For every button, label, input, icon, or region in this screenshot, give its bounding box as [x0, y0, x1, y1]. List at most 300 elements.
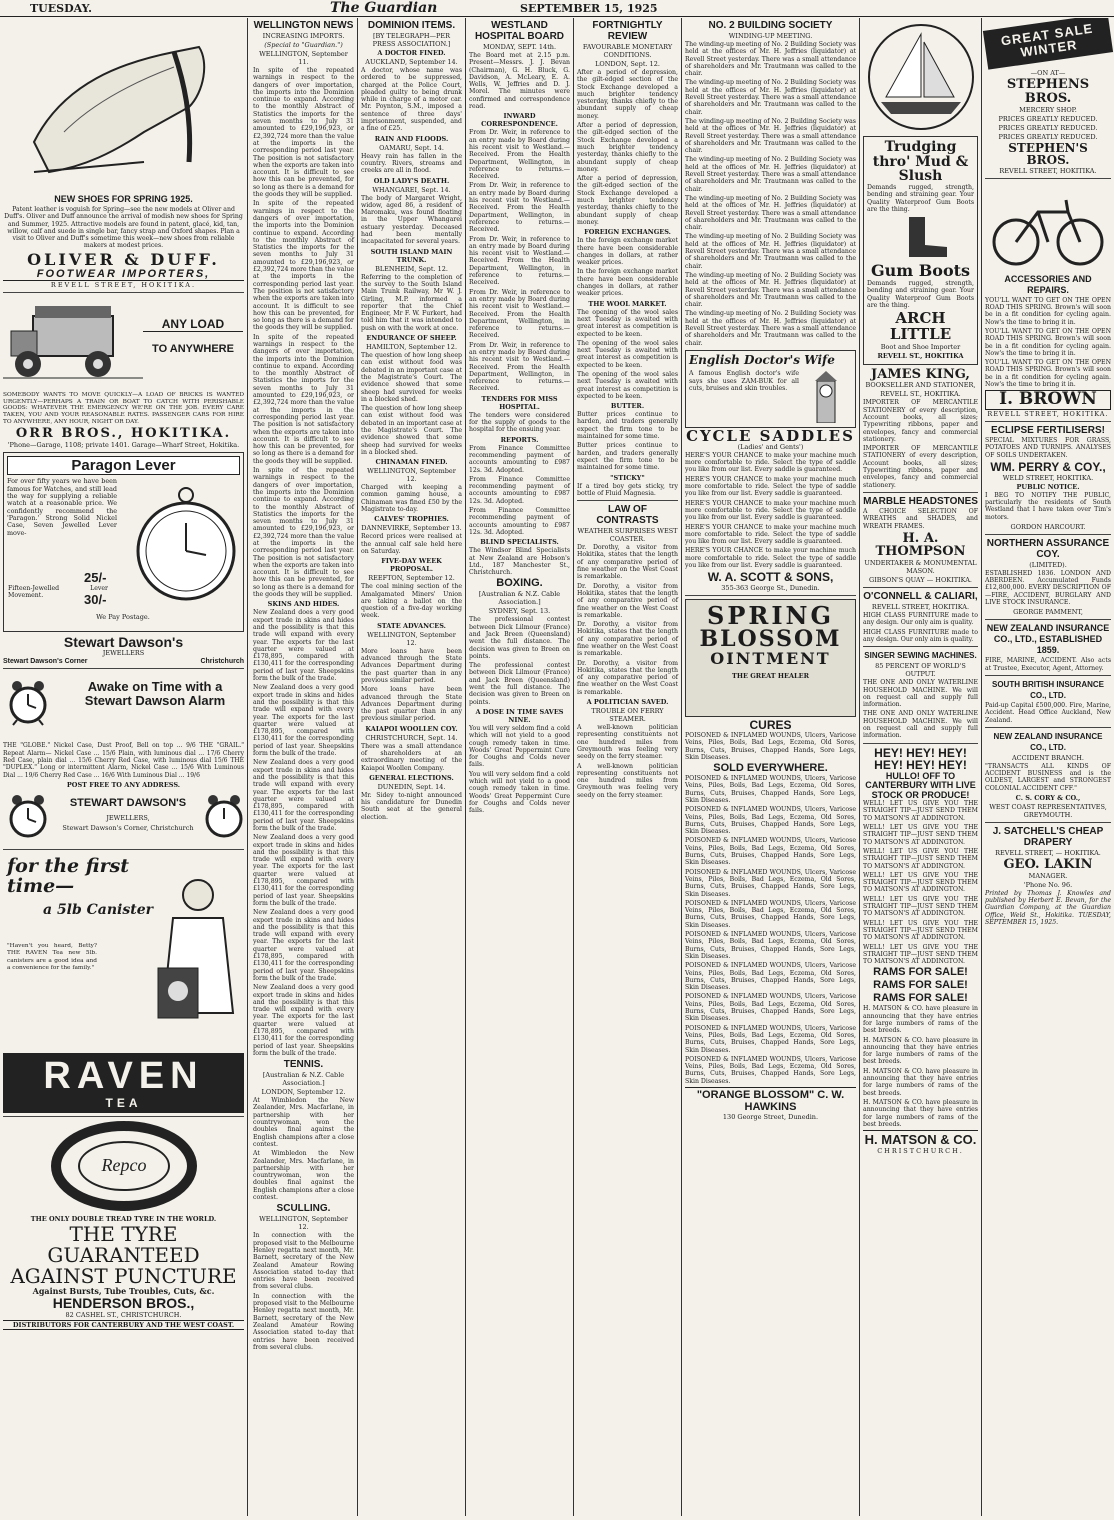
wool-body-continued-2: The opening of the wool sales next Tuesday is awaited with great interest as competition is expected to be keen. [577, 370, 678, 400]
column-8-right-ads [982, 18, 1114, 1516]
cures-body-continued-2: POISONED & INFLAMED WOUNDS, Ulcers, Varicose Veins, Piles, Boils, Bad Legs, Eczema, Old Sores, Burns, Cuts, Bruises, Chapped Hands, Sore Legs, Skin Diseases. [685, 806, 856, 836]
shoe-illustration [24, 22, 224, 192]
foreign-body: In the foreign exchange market there have been considerable changes in dollars, at rather weaker prices. [577, 237, 678, 267]
trunk-dateline: BLENHEIM, Sept. 12. [375, 264, 448, 273]
tyre-sub: Against Bursts, Tube Troubles, Cuts, &c. [32, 1286, 215, 1297]
elections-body: Mr. Sidey to-night announced his candidature for Dunedin South seat at the general election. [361, 791, 462, 821]
orr-bros-name: ORR BROS., HOKITIKA. [15, 426, 232, 442]
cures-body-continued-7: POISONED & INFLAMED WOUNDS, Ulcers, Varicose Veins, Piles, Boils, Bad Legs, Eczema, Old Sores, Burns, Cuts, Bruises, Chapped Hands, Sore Legs, Skin Diseases. [685, 962, 856, 992]
cures-body-continued-6: POISONED & INFLAMED WOUNDS, Ulcers, Varicose Veins, Piles, Boils, Bad Legs, Eczema, Old Sores, Burns, Cuts, Bruises, Chapped Hands, Sore Legs, Skin Diseases. [685, 931, 856, 960]
rams-body-continued-3: H. MATSON & CO. have pleasure in announcing that they have entries for large numbers of rams of the best breeds. [863, 1098, 978, 1128]
inward-body-continued: From Dr. Weir, in reference to an entry made by Board during his recent visit to Westland.—Received. From the Health Department, Wellington, in reference to returns.—Received. [469, 182, 570, 234]
accessories-body: YOU'LL WANT TO GET ON THE OPEN ROAD THIS SPRING. Brown's will soon be in a fit condition for cycling again. Now's the time to bring it in. [985, 296, 1111, 326]
hospital-date: MONDAY, SEPT. 14th. [482, 43, 557, 51]
inward-body: From Dr. Weir, in reference to an entry made by Board during his recent visit to Westland.—Received. From the Health Department, Wellington, in reference to returns.—Received. [469, 129, 570, 181]
to-anywhere-text: TO ANYWHERE [152, 343, 234, 356]
state-heading: STATE ADVANCES. [377, 621, 446, 630]
politician-heading: A POLITICIAN SAVED. [586, 698, 669, 707]
cycle-body-continued: HERE'S YOUR CHANCE to make your machine much more comfortable to ride. Select the type of saddle you like from our list. Every saddle is guaranteed. [685, 475, 856, 498]
perry-name: WM. PERRY & COY., [990, 460, 1106, 475]
column-5-fortnightly-review [574, 18, 682, 1516]
alarm-clock-icon [203, 794, 245, 840]
imprint-text: Printed by Thomas J. Knowles and published by Herbert E. Bevan, for the Guardian Company, at the Guardian Office, Weld St., Hokitika. TUESDAY, SEPTEMBER 15, 1925. [985, 889, 1111, 926]
matson-body-continued-6: WELL! LET US GIVE YOU THE STRAIGHT TIP—JUST SEND THEM TO MATSON'S AT ADDINGTON. [863, 943, 978, 966]
old-lady-dateline: WHANGAREI, Sept. 14. [372, 185, 451, 194]
masthead-date: SEPTEMBER 15, 1925 [520, 2, 658, 15]
tennis-body: At Wimbledon the New Zealander, Mrs. Macfarlane, in partnership with her countrywoman, won the doubles final against the English champions after a close contest. [253, 1097, 354, 1148]
building-body-continued: The winding-up meeting of No. 2 Building Society was held at the offices of Mr. H. Jeffries (liquidator) at Revell Street yesterday. There was a small attendance of shareholders and Mr. Trautmann was called to the chair. [685, 79, 856, 116]
column-2-wellington-news [250, 18, 358, 1516]
paragon-title: Paragon Lever [7, 456, 240, 476]
blossom-text: BLOSSOM [699, 626, 842, 653]
wool-body-continued: The opening of the wool sales next Tuesday is awaited with great interest as competition is expected to be keen. [577, 339, 678, 369]
tenders-heading: TENDERS FOR MISS HOSPITAL. [481, 394, 558, 411]
marble-body: A CHOICE SELECTION OF WREATHS and SHADES, and WREATH FRAMES. [863, 507, 978, 530]
masthead-day: TUESDAY. [30, 2, 92, 15]
nz-insurance-heading-2: NEW ZEALAND INSURANCE CO., LTD. [993, 731, 1103, 752]
five-day-heading: FIVE-DAY WEEK PROPOSAL. [381, 557, 442, 574]
cures-body-continued: POISONED & INFLAMED WOUNDS, Ulcers, Varicose Veins, Piles, Boils, Bad Legs, Eczema, Old Sores, Burns, Cuts, Bruises, Chapped Hands, Sore Legs, Skin Diseases. [685, 775, 856, 804]
kaiapoi-body: There was a small attendance of shareholders at an extraordinary meeting of the Kaiapoi Woollen Company. [361, 742, 462, 772]
tyre-illustration [49, 1121, 199, 1211]
rams-heading-1: RAMS FOR SALE! [873, 966, 968, 979]
shoes-text: Patent leather is voguish for Spring—see the new models at Oliver and Duff's. Oliver and Duff announce the arrival of modish new shoes for Spring and Summer, 1925. Attractive models are found in patent, glacé, kid, tan, willow, calf and suede in single bar, fancy strap and Oxford shapes. Plan a visit to Oliver and Duff's sometime this week—new shoes from reliable makers at modest prices. [4, 206, 243, 250]
english-doctor-title: English Doctor's Wife [689, 352, 835, 367]
boxing-dateline: SYDNEY, Sept. 13. [488, 607, 551, 616]
cures-body-continued-5: POISONED & INFLAMED WOUNDS, Ulcers, Varicose Veins, Piles, Boils, Bad Legs, Eczema, Old Sores, Burns, Cuts, Bruises, Chapped Hands, Sore Legs, Skin Diseases. [685, 899, 856, 929]
blind-heading: BLIND SPECIALISTS. [480, 538, 559, 547]
awake-heading: Awake on Time with a Stewart Dawson Alarm [84, 679, 226, 709]
hospital-body: The Board met at 2.15 p.m. Present—Messrs. J. J. Bevan (Chairman), G. H. Bluck, G. Davidson, A. McLeary, E. A. Wells, W. Jeffries and D. J. Morel. The minutes were confirmed and correspondence read. [469, 52, 570, 111]
spring-blossom-ad [685, 599, 856, 717]
alarm-post-free: POST FREE TO ANY ADDRESS. [66, 780, 181, 789]
hullo-text: HULLO! OFF TO CANTERBURY WITH LIVE STOCK OR PRODUCE! [865, 770, 976, 800]
thompson-name: H. A. THOMPSON [875, 530, 966, 560]
sculling-body: In connection with the proposed visit to the Melbourne Henley regatta next month, Mr. Barnett, secretary of the New Zealand Amateur Rowing Association stated to-day that entries have been received from several clubs. [253, 1232, 354, 1291]
sticky-body: If a tired boy gets sticky, try bottle of Fluid Magnesia. [577, 482, 678, 497]
singer-heading: SINGER SEWING MACHINES. [864, 651, 977, 661]
state-body-continued: More loans have been advanced through the State Advances Department during the past quarter than in any previous similar period. [361, 686, 462, 723]
james-king-sub: BOOKSELLER AND STATIONER, [865, 381, 976, 390]
cures-body-continued-8: POISONED & INFLAMED WOUNDS, Ulcers, Varicose Veins, Piles, Boils, Bad Legs, Eczema, Old Sores, Burns, Cuts, Bruises, Chapped Hands, Sore Legs, Skin Diseases. [685, 993, 856, 1023]
thompson-sub: UNDERTAKER & MONUMENTAL MASON. [864, 559, 977, 576]
shoes-heading: NEW SHOES FOR SPRING 1925. [54, 194, 193, 204]
ferry-heading: TROUBLE ON FERRY STEAMER. [591, 707, 664, 724]
cures-body: POISONED & INFLAMED WOUNDS, Ulcers, Varicose Veins, Piles, Boils, Bad Legs, Eczema, Old Sores, Burns, Cuts, Bruises, Chapped Hands, Sore Legs, Skin Diseases. [685, 731, 856, 761]
northern-body: ESTABLISHED 1836. LONDON AND ABERDEEN. Accumulated Funds £12,800,000. EVERY DESCRIPTION OF—FIRE, ACCIDENT, BURGLARY AND LIVE STOCK INSURANCE. [985, 569, 1111, 607]
sculling-body-continued: In connection with the proposed visit to the Melbourne Henley regatta next month, Mr. Barnett, secretary of the New Zealand Amateur Rowing Association stated to-day that entries have been received from several clubs. [253, 1292, 354, 1351]
tennis-body-continued: At Wimbledon the New Zealander, Mrs. Macfarlane, in partnership with her countrywoman, won the doubles final against the English champions after a close contest. [253, 1150, 354, 1202]
five-day-dateline: REEFTON, September 12. [368, 574, 455, 583]
perry-address: WELD STREET, HOKITIKA. [1002, 473, 1094, 482]
sold-everywhere: SOLD EVERYWHERE. [713, 762, 828, 775]
dose-body: You will very seldom find a cold which will not yield to a good cough remedy taken in time. Woods' Great Peppermint Cure for Coughs and Colds never fails. [469, 724, 570, 769]
woman-with-canister-illustration [153, 873, 243, 1023]
rams-body-continued-2: H. MATSON & CO. have pleasure in announcing that they have entries for large numbers of rams of the best breeds. [863, 1067, 978, 1097]
paragon-price-2: 30/- [84, 591, 107, 607]
tyre-guarantee: THE TYRE GUARANTEED AGAINST PUNCTURE [10, 1222, 237, 1289]
matson-name: H. MATSON & CO. [864, 1132, 977, 1148]
stewart-jewellers-2: JEWELLERS, [106, 813, 150, 822]
thompson-address: GIBSON'S QUAY — HOKITIKA. [869, 576, 972, 585]
eclipse-body: SPECIAL MIXTURES FOR GRASS, POTATOES AND TURNIPS. ANALYSES OF SOILS UNDERTAKEN. [985, 437, 1111, 459]
review-sub: FAVOURABLE MONETARY CONDITIONS. [582, 43, 673, 59]
tennis-heading: TENNIS. [283, 1059, 324, 1071]
raven-tea-ad [3, 853, 244, 1053]
hawkins-address: 130 George Street, Dunedin. [722, 1113, 819, 1122]
harcourt-name: GORDON HARCOURT. [1010, 522, 1086, 531]
foreign-body-continued: In the foreign exchange market there have been considerable changes in dollars, at rather weaker prices. [577, 268, 678, 298]
building-body-continued-4: The winding-up meeting of No. 2 Building Society was held at the offices of Mr. H. Jeffries (liquidator) at Revell Street yesterday. There was a small attendance of shareholders and Mr. Trautmann was called to the chair. [685, 194, 856, 232]
sculling-heading: SCULLING. [276, 1203, 331, 1215]
elections-dateline: DUNEDIN, Sept. 14. [377, 782, 446, 791]
cures-body-continued-3: POISONED & INFLAMED WOUNDS, Ulcers, Varicose Veins, Piles, Boils, Bad Legs, Eczema, Old Sores, Burns, Cuts, Bruises, Chapped Hands, Sore Legs, Skin Diseases. [685, 837, 856, 867]
boot-icon [891, 215, 951, 259]
skins-body-continued-2: New Zealand does a very good export trade in skins and hides and the possibility is that this trade will expand with every year. The exports for the last quarter were valued at £178,895, compared with £130,411 for the corresponding period of last year. Sheepskins form the bulk of the trade. [253, 759, 354, 832]
skins-heading: SKINS AND HIDES. [267, 600, 340, 609]
sheep-dateline: HAMILTON, September 12. [365, 343, 458, 352]
reports-body-continued: From Finance Committee recommending payment of accounts amounting to £987 12s. 3d. Adopted. [469, 475, 570, 505]
inward-body-continued-2: From Dr. Weir, in reference to an entry made by Board during his recent visit to Westland.—Received. From the Health Department, Wellington, in reference to returns.—Received. [469, 235, 570, 287]
satchell-address: REVELL STREET, — HOKITIKA. [995, 848, 1101, 857]
rain-dateline: OAMARU, Sept. 14. [379, 143, 444, 152]
oliver-duff-name: OLIVER & DUFF. [27, 249, 220, 269]
contrasts-body: Dr. Dorothy, a visitor from Hokitika, states that the length of any comparative period of fine weather on the West Coast is remarkable. [577, 544, 678, 581]
boxing-note: [Australian & N.Z. Cable Association.] [478, 590, 561, 607]
cures-body-continued-10: POISONED & INFLAMED WOUNDS, Ulcers, Varicose Veins, Piles, Boils, Bad Legs, Eczema, Old Sores, Burns, Cuts, Bruises, Chapped Hands, Sore Legs, Skin Diseases. [685, 1055, 856, 1085]
cures-body-continued-9: POISONED & INFLAMED WOUNDS, Ulcers, Varicose Veins, Piles, Boils, Bad Legs, Eczema, Old Sores, Burns, Cuts, Bruises, Chapped Hands, Sore Legs, Skin Diseases. [685, 1024, 856, 1054]
james-king-name: JAMES KING, [871, 366, 970, 382]
elections-heading: GENERAL ELECTIONS. [369, 773, 454, 782]
gum-boots-ad [863, 136, 978, 365]
sheep-heading: ENDURANCE OF SHEEP. [366, 334, 457, 343]
contrasts-sub: WEATHER SURPRISES WEST COASTER. [577, 527, 678, 544]
dose-heading: A DOSE IN TIME SAVES NINE. [475, 707, 564, 724]
cycle-heading: CYCLE SADDLES [686, 426, 855, 445]
svg-text:Repco: Repco [101, 1155, 146, 1176]
raven-tea-label: TEA [105, 1095, 142, 1110]
hawkins-box: "ORANGE BLOSSOM" C. W. HAWKINS [685, 1087, 856, 1113]
wellington-body: In spite of the repeated warnings in respect to the dangers of over importation, the imports into the Dominion continue to expand. According to the monthly Abstract of Statistics the imports for the seven months to July 31 amounted to £29,196,923, or £2,392,724 more than the value at the imports in the corresponding period last year. The position is not satisfactory when the exports are taken into account. It is difficult to see how this can be prevented, for so long as there is a demand for the goods they will be supplied. [253, 67, 354, 199]
rams-heading-2: RAMS FOR SALE! [873, 979, 968, 992]
cycle-body-continued-4: HERE'S YOUR CHANCE to make your machine much more comfortable to ride. Select the type of saddle you like from our list. Every saddle is guaranteed. [685, 547, 856, 570]
stewart-dawson-name: Stewart Dawson's [63, 633, 184, 650]
alarm-prices: THE "GLOBE." Nickel Case, Dust Proof, Bell on top ... 9/6 THE "GRAIL." Repeat Alarm— Nickel Case ... 15/6 Plain, with luminous dial ... 17/6 Cherry Red Case, plain dial ... 15/6 Cherry Red Case, with luminous dial 15/6 THE "DUPLEX." Long or intermittent Alarm, Nickel Case ... 15/6 With Luminous Dial ... 19/6 Cherry Red Case ... 16/6 With Luminous Dial ... 19/6 [3, 742, 244, 779]
rain-body: Heavy rain has fallen in the country. Rivers, streams and creeks are all in flood. [361, 152, 462, 175]
masthead [0, 0, 1114, 17]
great-sale-text: GREAT SALE WINTER [999, 20, 1095, 60]
cures-body-continued-4: POISONED & INFLAMED WOUNDS, Ulcers, Varicose Veins, Piles, Boils, Bad Legs, Eczema, Old Sores, Burns, Cuts, Bruises, Chapped Hands, Sore Legs, Skin Diseases. [685, 868, 856, 898]
stewart-dawson-name-2: STEWART DAWSON'S [69, 796, 187, 809]
doctor-body: A doctor, whose name was ordered to be suppressed, charged at the Police Court, pleaded guilty to being drunk while in charge of a motor car. Mr. Poynton, S.M., imposed a sentence of three days' imprisonment, suspended, and a fine of £25. [361, 67, 462, 133]
old-lady-heading: OLD LADY'S DEATH. [373, 176, 450, 185]
kaiapoi-dateline: CHRISTCHURCH, Sept. 14. [365, 733, 458, 742]
rams-heading-3: RAMS FOR SALE! [873, 992, 968, 1005]
ferry-body-continued: A well-known politician representing constituents not one hundred miles from Greymouth was feeling very seedy on the ferry steamer. [577, 762, 678, 799]
singer-body: THE ONE AND ONLY WATERLINE HOUSEHOLD MACHINE. We will on request call and supply full information. [863, 679, 978, 709]
canister-text: a 5lb Canister [43, 901, 154, 918]
building-body-continued-6: The winding-up meeting of No. 2 Building Society was held at the offices of Mr. H. Jeffries (liquidator) at Revell Street yesterday. There was a small attendance of shareholders and Mr. Trautmann was called to the chair. [685, 271, 856, 309]
sticky-heading: "STICKY" [610, 473, 645, 482]
column-3-dominion-items [358, 18, 466, 1516]
repco-tagline: THE ONLY DOUBLE TREAD TYRE IN THE WORLD. [30, 1215, 217, 1224]
review-heading: FORTNIGHTLY REVIEW [592, 20, 663, 42]
review-body-continued: After a period of depression, the gilt-edged section of the Stock Exchange developed a much brighter tendency yesterday, thanks chiefly to the abundant supply of cheap money. [577, 122, 678, 173]
rain-heading: RAIN AND FLOODS. [374, 134, 449, 143]
great-healer-text: THE GREAT HEALER [732, 672, 809, 680]
chinaman-body: Charged with keeping a common gaming house, a Chinaman was fined £50 by the Magistrate to-day. [361, 484, 462, 514]
reports-heading: REPORTS. [500, 435, 539, 444]
contrasts-body-continued-3: Dr. Dorothy, a visitor from Hokitika, states that the length of any comparative period of fine weather on the West Coast is remarkable. [577, 659, 678, 696]
matson-body-continued-5: WELL! LET US GIVE YOU THE STRAIGHT TIP—JUST SEND THEM TO MATSON'S AT ADDINGTON. [863, 919, 978, 942]
dominion-heading: DOMINION ITEMS. [367, 20, 456, 31]
wellington-body-continued-3: In spite of the repeated warnings in respect to the dangers of over importation, the imports into the Dominion continue to expand. According to the monthly Abstract of Statistics the imports for the seven months to July 31 amounted to £29,196,923, or £2,392,724 more than the value at the imports in the corresponding period last year. The position is not satisfactory when the exports are taken into account. It is difficult to see how this can be prevented, for so long as there is a demand for the goods they will be supplied. [253, 467, 354, 599]
wellington-sub: INCREASING IMPORTS. [262, 32, 345, 40]
eclipse-heading: ECLIPSE FERTILISERS! [991, 425, 1105, 437]
skins-body-continued-4: New Zealand does a very good export trade in skins and hides and the possibility is that this trade will expand with every year. The exports for the last quarter were valued at £178,895, compared with £130,411 for the corresponding period of last year. Sheepskins form the bulk of the trade. [253, 909, 354, 982]
accessories-body-continued-2: YOU'LL WANT TO GET ON THE OPEN ROAD THIS SPRING. Brown's will soon be in a fit condition for cycling again. Now's the time to bring it in. [985, 359, 1111, 389]
boxing-body-continued: The professional contest between Dick Lilmour (France) and Jack Breen (Queensland) went the full distance. The decision was given to Breen on points. [469, 662, 570, 706]
trunk-body: Referring to the completion of the survey to the South Island Main Trunk Railway, Mr W. J. Girling, M.P. informed a reporter that the Chief Engineer, Mr F. W. Furkert, had told him that it was intended to push on with the work at once. [361, 273, 462, 332]
state-body: More loans have been advanced through the State Advances Department during the past quarter than in any previous similar period. [361, 647, 462, 684]
old-lady-body: The body of Margaret Wright, widow, aged 86, a resident of Maromaku, was found floating in the Upper Whangarei estuary yesterday. Deceased had been mentally incapacitated for several years. [361, 194, 462, 246]
bicycle-illustration [988, 182, 1108, 272]
henderson-name: HENDERSON BROS., [52, 1295, 195, 1312]
ferry-body: A well-known politician representing constituents not one hundred miles from Greymouth was feeling very seedy on the ferry steamer. [577, 724, 678, 761]
review-body: After a period of depression, the gilt-edged section of the Stock Exchange developed a much brighter tendency yesterday, thanks chiefly to the abundant supply of cheap money. [577, 69, 678, 120]
arch-little-sub: Boot and Shoe Importer [880, 342, 961, 351]
satchell-heading: J. SATCHELL'S CHEAP DRAPERY [992, 825, 1104, 848]
raven-description: "Haven't you heard, Betty? THE RAVEN Tea new 5lb. canisters are a good idea and a convenience for the family." [7, 942, 97, 971]
skins-body: New Zealand does a very good export trade in skins and hides and the possibility is that this trade will expand with every year. The exports for the last quarter were valued at £178,895, compared with £130,411 for the corresponding period of last year. Sheepskins form the bulk of the trade. [253, 609, 354, 683]
sailing-ship-illustration [866, 22, 976, 132]
trunk-heading: SOUTH ISLAND MAIN TRUNK. [370, 247, 453, 264]
south-british-heading: SOUTH BRITISH INSURANCE CO., LTD. [991, 679, 1104, 700]
paragon-text: For over fifty years we have been famous for Watches, and still lead the way for supplying a reliable watch at a reasonable price. We confidently recommend the 'Paragon.' Strong Solid Nickel Case, Seven Jewelled Lever move- [7, 477, 117, 537]
northern-sub: (LIMITED). [1029, 560, 1067, 569]
alarm-clock-icon [7, 680, 49, 726]
arch-little-address: REVELL ST., HOKITIKA [877, 351, 964, 360]
lakin-phone: 'Phone No. 96. [1023, 880, 1073, 889]
singer-sub: 85 PERCENT OF WORLD'S OUTPUT. [875, 662, 966, 679]
footwear-importers: FOOTWEAR IMPORTERS, [3, 269, 244, 282]
orr-phone: 'Phone—Garage, 1108; private 1401. Garage—Wharf Street, Hokitika. [7, 440, 240, 449]
inward-body-continued-3: From Dr. Weir, in reference to an entry made by Board during his recent visit to Westland.—Received. From the Health Department, Wellington, in reference to returns.—Received. [469, 288, 570, 340]
now-on-text: —ON AT— [1030, 69, 1066, 78]
wellington-body-continued: In spite of the repeated warnings in respect to the dangers of over importation, the imports into the Dominion continue to expand. According to the monthly Abstract of Statistics the imports for the seven months to July 31 amounted to £29,196,923, or £2,392,724 more than the value at the imports in the corresponding period last year. The position is not satisfactory when the exports are taken into account. It is difficult to see how this can be prevented, for so long as there is a demand for the goods they will be supplied. [253, 200, 354, 332]
tenders-body: The tenders were considered for the supply of goods to the hospital for the ensuing year. [469, 411, 570, 434]
stephens-name: STEPHENS BROS. [1006, 77, 1090, 106]
chinaman-heading: CHINAMAN FINED. [375, 458, 448, 467]
brown-address: REVELL STREET, HOKITIKA. [987, 410, 1109, 419]
mercery-shop: MERCERY SHOP. [1019, 105, 1077, 114]
paragon-postage: We Pay Postage. [96, 612, 150, 621]
oliver-duff-address: REVELL STREET, HOKITIKA. [50, 281, 197, 290]
paragon-line: Fifteen-Jewelled Lever Movement. [8, 584, 108, 600]
first-time-text: for the first time— [7, 854, 130, 897]
oconnell-body-continued: HIGH CLASS FURNITURE made to any design. Our only aim is quality. [863, 628, 978, 643]
stephens-address: REVELL STREET, HOKITIKA. [999, 166, 1097, 175]
northern-heading: NORTHERN ASSURANCE COY. [986, 537, 1110, 560]
contrasts-body-continued: Dr. Dorothy, a visitor from Hokitika, states that the length of any comparative period of fine weather on the West Coast is remarkable. [577, 582, 678, 619]
sculling-dateline: WELLINGTON, September 12. [259, 1215, 348, 1232]
scott-name: W. A. SCOTT & SONS, [707, 570, 834, 585]
butter-body-continued: Butter prices continue to harden, and traders generally expect the firm tone to be maintained for some time. [577, 442, 678, 472]
matson-body-continued-3: WELL! LET US GIVE YOU THE STRAIGHT TIP—JUST SEND THEM TO MATSON'S AT ADDINGTON. [863, 871, 978, 894]
gum-boots-text: Gum Boots [870, 261, 971, 281]
wool-heading: THE WOOL MARKET. [588, 299, 667, 308]
cycle-body-continued-2: HERE'S YOUR CHANCE to make your machine much more comfortable to ride. Select the type of saddle you like from our list. Every saddle is guaranteed. [685, 499, 856, 522]
orr-text: SOMEBODY WANTS TO MOVE QUICKLY—A LOAD OF BRICKS IS WANTED URGENTLY—PERHAPS A TRAIN OR BOAT TO CATCH WITH PERISHABLE GOODS: WHATEVER THE EMERGENCY WE'RE ON THE JOB. EVERY CARE TAKEN, YOU AND YOUR REASONABLE RATES. PASSENGER CARS FOR HIRE TO ANYWHERE, ANY HOUR, NIGHT OR DAY. [3, 392, 244, 425]
matson-address: CHRISTCHURCH. [877, 1146, 964, 1155]
rams-body: H. MATSON & CO. have pleasure in announcing that they have entries for large numbers of rams of the best breeds. [863, 1005, 978, 1035]
building-body-continued-3: The winding-up meeting of No. 2 Building Society was held at the offices of Mr. H. Jeffries (liquidator) at Revell Street yesterday. There was a small attendance of shareholders and Mr. Trautmann was called to the chair. [685, 156, 856, 193]
accident-body: "TRANSACTS ALL KINDS OF ACCIDENT BUSINESS and is the OLDEST, LARGEST and STRONGEST COLONIAL ACCIDENT CFF." [985, 762, 1111, 792]
prices-reduced-3: PRICES GREATLY REDUCED. [998, 132, 1098, 141]
kaiapoi-heading: KAIAPOI WOOLLEN COY. [365, 724, 458, 733]
doctor-heading: A DOCTOR FINED. [377, 49, 446, 57]
hospital-heading: WESTLAND HOSPITAL BOARD [474, 20, 565, 42]
wellington-heading: WELLINGTON NEWS [253, 20, 354, 31]
orr-bros-ad [3, 296, 244, 392]
tennis-dateline: LONDON, September 12. [261, 1088, 346, 1097]
dose-body-continued: You will very seldom find a cold which will not yield to a good cough remedy taken in time. Woods' Great Peppermint Cure for Coughs and Colds never fails. [469, 770, 570, 815]
cures-heading: CURES [749, 717, 792, 732]
butter-body: Butter prices continue to harden, and traders generally expect the firm tone to be maintained for some time. [577, 411, 678, 441]
oconnell-name: O'CONNELL & CALIARI, [863, 591, 978, 603]
brown-name: I. BROWN [985, 390, 1111, 410]
marble-heading: MARBLE HEADSTONES [863, 495, 978, 507]
any-load-text: ANY LOAD [143, 318, 243, 332]
review-body-continued-2: After a period of depression, the gilt-edged section of the Stock Exchange developed a much brighter tendency yesterday, thanks chiefly to the abundant supply of cheap money. [577, 175, 678, 226]
cycle-body: HERE'S YOUR CHANCE to make your machine much more comfortable to ride. Select the type of saddle you like from our list. Every saddle is guaranteed. [685, 451, 856, 474]
dominion-note: [BY TELEGRAPH—PER PRESS ASSOCIATION.] [372, 32, 451, 48]
public-notice-body: I BEG TO NOTIFY THE PUBLIC, particularly the residents of South Westland that I have taken over Tim's motors. [985, 491, 1111, 521]
cory-sub: WEST COAST REPRESENTATIVES, GREYMOUTH. [989, 802, 1107, 819]
ointment-text: OINTMENT [710, 649, 831, 669]
matson-body-continued-2: WELL! LET US GIVE YOU THE STRAIGHT TIP—JUST SEND THEM TO MATSON'S AT ADDINGTON. [863, 847, 978, 870]
calves-body: Record prices were realised at the annual calf sale held here on Saturday. [361, 533, 462, 555]
paragon-price-1: 25/- [84, 569, 107, 585]
alarm-clock-icon [7, 794, 49, 840]
state-dateline: WELLINGTON, September 12. [367, 630, 456, 647]
paragon-lever-ad [3, 452, 244, 632]
accessories-body-continued: YOU'LL WANT TO GET ON THE OPEN ROAD THIS SPRING. Brown's will soon be in a fit condition for cycling again. Now's the time to bring it in. [985, 327, 1111, 357]
accessories-heading: ACCESSORIES AND REPAIRS. [1004, 273, 1092, 295]
james-king-body-continued: IMPORTER OF MERCANTILE STATIONERY of every description, Account books, all sizes; Typewriting ribbons, paper and envelopes, fancy and commercial stationery. [863, 445, 978, 489]
cycle-body-continued-3: HERE'S YOUR CHANCE to make your machine much more comfortable to ride. Select the type of saddle you like from our list. Every saddle is guaranteed. [685, 523, 856, 546]
lakin-name: GEO. LAKIN [1003, 856, 1093, 872]
arch-little-name: ARCH LITTLE [889, 309, 952, 343]
wool-body: The opening of the wool sales next Tuesday is awaited with great interest as competition is expected to be keen. [577, 308, 678, 338]
skins-body-continued-5: New Zealand does a very good export trade in skins and hides and the possibility is that this trade will expand with every year. The exports for the last quarter were valued at £178,895, compared with £130,411 for the corresponding period of last year. Sheepskins form the bulk of the trade. [253, 984, 354, 1057]
review-dateline: LONDON, Sept. 12. [595, 60, 660, 68]
nz-insurance-body: FIRE, MARINE, ACCIDENT. Also acts at Trustee, Executor, Agent, Attorney. [985, 657, 1111, 672]
sheep-body: The question of how long sheep can exist without food was debated in an important case at the Magistrate's Court. The evidence showed that some sheep had survived for weeks in a blocked shed. [361, 352, 462, 403]
inward-body-continued-4: From Dr. Weir, in reference to an entry made by Board during his recent visit to Westland.—Received. From the Health Department, Wellington, in reference to returns.—Received. [469, 341, 570, 393]
column-1-ads [0, 18, 248, 1516]
nz-insurance-heading: NEW ZEALAND INSURANCE CO., LTD., ESTABLISHED 1859. [986, 623, 1110, 656]
five-day-body: The coal mining section of the Amalgamated Miners' Union are taking a ballot on the question of a five-day working week. [361, 583, 462, 620]
singer-body-continued: THE ONE AND ONLY WATERLINE HOUSEHOLD MACHINE. We will on request call and supply full information. [863, 710, 978, 740]
distributors-line: DISTRIBUTORS FOR CANTERBURY AND THE WEST COAST. [3, 1320, 244, 1330]
trudging-heading: Trudging thro' Mud & Slush [872, 139, 969, 185]
matson-body: WELL! LET US GIVE YOU THE STRAIGHT TIP—JUST SEND THEM TO MATSON'S AT ADDINGTON. [863, 800, 978, 822]
calves-dateline: DANNEVIRKE, September 13. [361, 524, 462, 533]
truck-illustration [3, 296, 143, 384]
wellington-body-continued-2: In spite of the repeated warnings in respect to the dangers of over importation, the imports into the Dominion continue to expand. According to the monthly Abstract of Statistics the imports for the seven months to July 31 amounted to £29,196,923, or £2,392,724 more than the value at the imports in the corresponding period last year. The position is not satisfactory when the exports are taken into account. It is difficult to see how this can be prevented, for so long as there is a demand for the goods they will be supplied. [253, 333, 354, 465]
contrasts-body-continued-2: Dr. Dorothy, a visitor from Hokitika, states that the length of any comparative period of fine weather on the West Coast is remarkable. [577, 621, 678, 658]
building-body-continued-5: The winding-up meeting of No. 2 Building Society was held at the offices of Mr. H. Jeffries (liquidator) at Revell Street yesterday. There was a small attendance of shareholders and Mr. Trautmann was called to the chair. [685, 233, 856, 270]
building-body-continued-2: The winding-up meeting of No. 2 Building Society was held at the offices of Mr. H. Jeffries (liquidator) at Revell Street yesterday. There was a small attendance of shareholders and Mr. Trautmann was called to the chair. [685, 117, 856, 155]
boxing-body: The professional contest between Dick Lilmour (France) and Jack Breen (Queensland) went the full distance. The decision was given to Breen on points. [469, 616, 570, 660]
boxing-heading: BOXING. [496, 577, 543, 590]
alarm-ad-bottom [3, 790, 244, 846]
wellington-special: (Special to "Guardian.") [264, 41, 343, 49]
zambuk-ad [685, 350, 856, 428]
matson-body-continued: WELL! LET US GIVE YOU THE STRAIGHT TIP—JUST SEND THEM TO MATSON'S AT ADDINGTON. [863, 824, 978, 846]
pamment-name: GEORGE PAMMENT, [1013, 608, 1083, 617]
inward-heading: INWARD CORRESPONDENCE. [481, 112, 558, 129]
reports-body-continued-2: From Finance Committee recommending payment of accounts amounting to £987 12s. 3d. Adopted. [469, 507, 570, 536]
tennis-note: [Australian & N.Z. Cable Association.] [262, 1071, 345, 1088]
rams-body-continued: H. MATSON & CO. have pleasure in announcing that they have entries for large numbers of rams of the best breeds. [863, 1036, 978, 1066]
trudging-body: Demands rugged, strength, bending and straining gear. Your Quality Waterproof Gum Boots are the thing. [867, 184, 974, 213]
oconnell-address: REVELL STREET, HOKITIKA. [871, 603, 970, 612]
raven-title: RAVEN [43, 1054, 204, 1097]
james-king-body: IMPORTER OF MERCANTILE STATIONERY of every description, Account books, all sizes; Typewriting ribbons, paper and envelopes, fancy and commercial stationery. [863, 399, 978, 443]
south-british-body: Paid-up Capital £500,000. Fire, Marine, Accident. Head Office Auckland, New Zealand. [985, 701, 1111, 724]
skins-body-continued-3: New Zealand does a very good export trade in skins and hides and the possibility is that this trade will expand with every year. The exports for the last quarter were valued at £178,895, compared with £130,411 for the corresponding period of last year. Sheepskins form the bulk of the trade. [253, 834, 354, 907]
oconnell-body: HIGH CLASS FURNITURE made to any design. Our only aim is quality. [863, 612, 978, 627]
stewart-jewellers: JEWELLERS [102, 649, 145, 658]
contrasts-heading: LAW OF CONTRASTS [596, 504, 659, 527]
matson-body-continued-4: WELL! LET US GIVE YOU THE STRAIGHT TIP—JUST SEND THEM TO MATSON'S AT ADDINGTON. [863, 895, 978, 918]
trudging-body-continued: Demands rugged, strength, bending and straining gear. Your Quality Waterproof Gum Boots are the thing. [867, 280, 974, 309]
skins-body-continued: New Zealand does a very good export trade in skins and hides and the possibility is that this trade will expand with every year. The exports for the last quarter were valued at £178,895, compared with £130,411 for the corresponding period of last year. Sheepskins form the bulk of the trade. [253, 684, 354, 758]
column-4-hospital-board [466, 18, 574, 1516]
chinaman-dateline: WELLINGTON, September 12. [367, 467, 456, 484]
cory-name: C. S. CORY & CO., [1015, 793, 1081, 802]
doctor-dateline: AUCKLAND, September 14. [365, 58, 458, 66]
clock-tower-icon [803, 371, 849, 423]
stewart-corner-2: Stewart Dawson's Corner, Christchurch [62, 823, 194, 832]
public-notice-heading: PUBLIC NOTICE. [1016, 482, 1080, 491]
hey-text: HEY! HEY! HEY! HEY! HEY! HEY! [874, 745, 967, 773]
building-body: The winding-up meeting of No. 2 Building Society was held at the offices of Mr. H. Jeffries (liquidator) at Revell Street yesterday. There was a small attendance of shareholders and Mr. Trautmann was called to the chair. [685, 41, 856, 78]
column-6-building-society [682, 18, 860, 1516]
stewart-christchurch: Christchurch [200, 658, 244, 666]
cycle-sub: (Ladies' and Gents') [737, 442, 804, 451]
lakin-sub: MANAGER. [1028, 871, 1068, 880]
building-sub: WINDING-UP MEETING. [728, 32, 813, 40]
building-body-continued-7: The winding-up meeting of No. 2 Building Society was held at the offices of Mr. H. Jeffries (liquidator) at Revell Street yesterday. There was a small attendance of shareholders and Mr. Trautmann was called to the chair. [685, 310, 856, 347]
column-7-local-ads [860, 18, 982, 1516]
prices-reduced-2: PRICES GREATLY REDUCED. [998, 123, 1098, 132]
great-sale-banner [983, 18, 1113, 70]
english-doctor-body: A famous English doctor's wife says she uses ZAM-BUK for all cuts, bruises and skin troubles. [689, 370, 799, 393]
pocket-watch-icon [134, 483, 239, 603]
calves-heading: CALVES' TROPHIES. [374, 515, 449, 524]
james-king-address: REVELL ST., HOKITIKA. [880, 390, 961, 399]
building-heading: NO. 2 BUILDING SOCIETY [708, 20, 833, 31]
wellington-dateline: WELLINGTON, September 11. [259, 50, 348, 66]
stewart-corner: Stewart Dawson's Corner [3, 658, 88, 666]
foreign-heading: FOREIGN EXCHANGES. [584, 228, 671, 237]
prices-reduced-1: PRICES GREATLY REDUCED. [998, 114, 1098, 123]
butter-heading: BUTTER. [610, 402, 645, 411]
raven-banner [3, 1053, 244, 1113]
